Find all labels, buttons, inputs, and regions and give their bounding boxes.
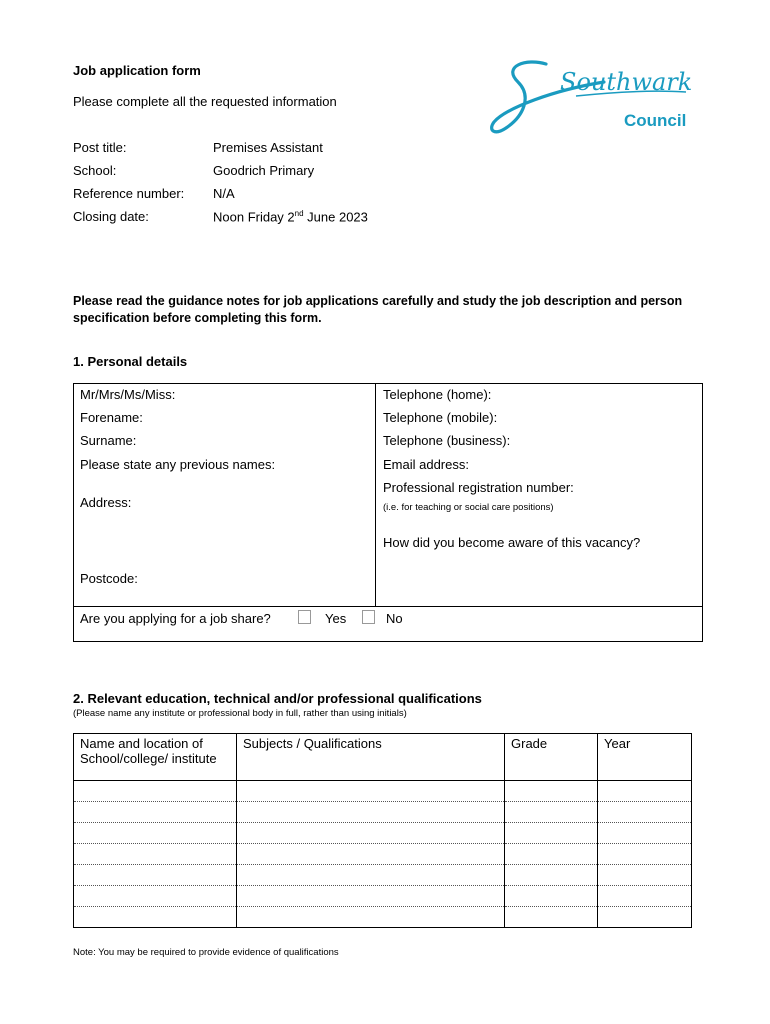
logo-script-text: Southwark [560, 68, 693, 96]
column-subjects: Subjects / Qualifications [237, 734, 505, 781]
institute-cell[interactable] [74, 907, 237, 928]
closing-date-value [213, 209, 368, 224]
grade-cell[interactable] [505, 844, 598, 865]
subjects-cell[interactable] [237, 865, 505, 886]
guidance-note: Please read the guidance notes for job applications carefully and study the job description and person specification before completing this form. [73, 294, 683, 325]
subjects-cell[interactable] [237, 844, 505, 865]
form-title: Job application form [73, 63, 201, 78]
table-row [74, 886, 692, 907]
job-share-no-checkbox[interactable] [362, 610, 375, 624]
reference-number-value: N/A [213, 186, 235, 201]
subjects-cell[interactable] [237, 907, 505, 928]
professional-registration-field[interactable]: Professional registration number: [383, 480, 574, 495]
qualifications-table [73, 733, 692, 928]
southwark-council-logo [484, 52, 696, 144]
year-cell[interactable] [598, 844, 692, 865]
qualifications-header-row [74, 734, 692, 781]
institute-cell[interactable] [74, 781, 237, 802]
table-row [74, 844, 692, 865]
address-field[interactable]: Address: [80, 495, 132, 510]
reference-number-label: Reference number: [73, 186, 185, 201]
table-row [74, 823, 692, 844]
email-field[interactable]: Email address: [383, 457, 469, 472]
year-cell[interactable] [598, 865, 692, 886]
telephone-mobile-field[interactable]: Telephone (mobile): [383, 410, 498, 425]
school-label: School: [73, 163, 117, 178]
table-row [74, 865, 692, 886]
telephone-business-field[interactable]: Telephone (business): [383, 433, 511, 448]
closing-date-prefix: Noon Friday 2 [213, 209, 295, 225]
grade-cell[interactable] [505, 823, 598, 844]
grade-cell[interactable] [505, 886, 598, 907]
job-share-no-label: No [386, 611, 403, 626]
grade-cell[interactable] [505, 781, 598, 802]
job-share-yes-label: Yes [325, 611, 347, 626]
table-row [74, 907, 692, 928]
southwark-swoosh-icon [484, 52, 696, 144]
logo-council-text: Council [624, 111, 687, 130]
job-share-question: Are you applying for a job share? [80, 611, 271, 626]
closing-date-label: Closing date: [73, 209, 149, 224]
column-year: Year [598, 734, 692, 781]
telephone-home-field[interactable]: Telephone (home): [383, 387, 492, 402]
grade-cell[interactable] [505, 865, 598, 886]
institute-cell[interactable] [74, 886, 237, 907]
qualifications-heading: 2. Relevant education, technical and/or professional qualifications [73, 691, 482, 706]
column-grade: Grade [505, 734, 598, 781]
postcode-field[interactable]: Postcode: [80, 571, 138, 586]
professional-registration-note: (i.e. for teaching or social care positions) [383, 502, 554, 513]
previous-names-field[interactable]: Please state any previous names: [80, 457, 276, 472]
table-row [74, 781, 692, 802]
post-title-label: Post title: [73, 140, 127, 155]
title-field[interactable]: Mr/Mrs/Ms/Miss: [80, 387, 176, 402]
job-share-yes-checkbox[interactable] [298, 610, 311, 624]
institute-cell[interactable] [74, 802, 237, 823]
forename-field[interactable]: Forename: [80, 410, 143, 425]
personal-details-divider [375, 383, 376, 607]
year-cell[interactable] [598, 823, 692, 844]
closing-date-ordinal: nd [294, 209, 304, 218]
institute-cell[interactable] [74, 844, 237, 865]
qualifications-subheading: (Please name any institute or professional body in full, rather than using initials) [73, 708, 407, 719]
year-cell[interactable] [598, 802, 692, 823]
table-row [74, 802, 692, 823]
post-title-value: Premises Assistant [213, 140, 323, 155]
year-cell[interactable] [598, 781, 692, 802]
institute-cell[interactable] [74, 865, 237, 886]
subjects-cell[interactable] [237, 802, 505, 823]
subjects-cell[interactable] [237, 823, 505, 844]
vacancy-source-field[interactable]: How did you become aware of this vacancy? [383, 535, 641, 550]
personal-details-heading: 1. Personal details [73, 354, 188, 369]
qualifications-note: Note: You may be required to provide evidence of qualifications [73, 947, 339, 958]
year-cell[interactable] [598, 886, 692, 907]
surname-field[interactable]: Surname: [80, 433, 137, 448]
form-subtitle: Please complete all the requested information [73, 94, 337, 109]
grade-cell[interactable] [505, 907, 598, 928]
subjects-cell[interactable] [237, 781, 505, 802]
column-institute: Name and location of School/college/ institute [74, 734, 237, 781]
grade-cell[interactable] [505, 802, 598, 823]
year-cell[interactable] [598, 907, 692, 928]
school-value: Goodrich Primary [213, 163, 315, 178]
institute-cell[interactable] [74, 823, 237, 844]
subjects-cell[interactable] [237, 886, 505, 907]
job-share-divider [73, 606, 703, 607]
closing-date-suffix: June 2023 [303, 209, 368, 225]
